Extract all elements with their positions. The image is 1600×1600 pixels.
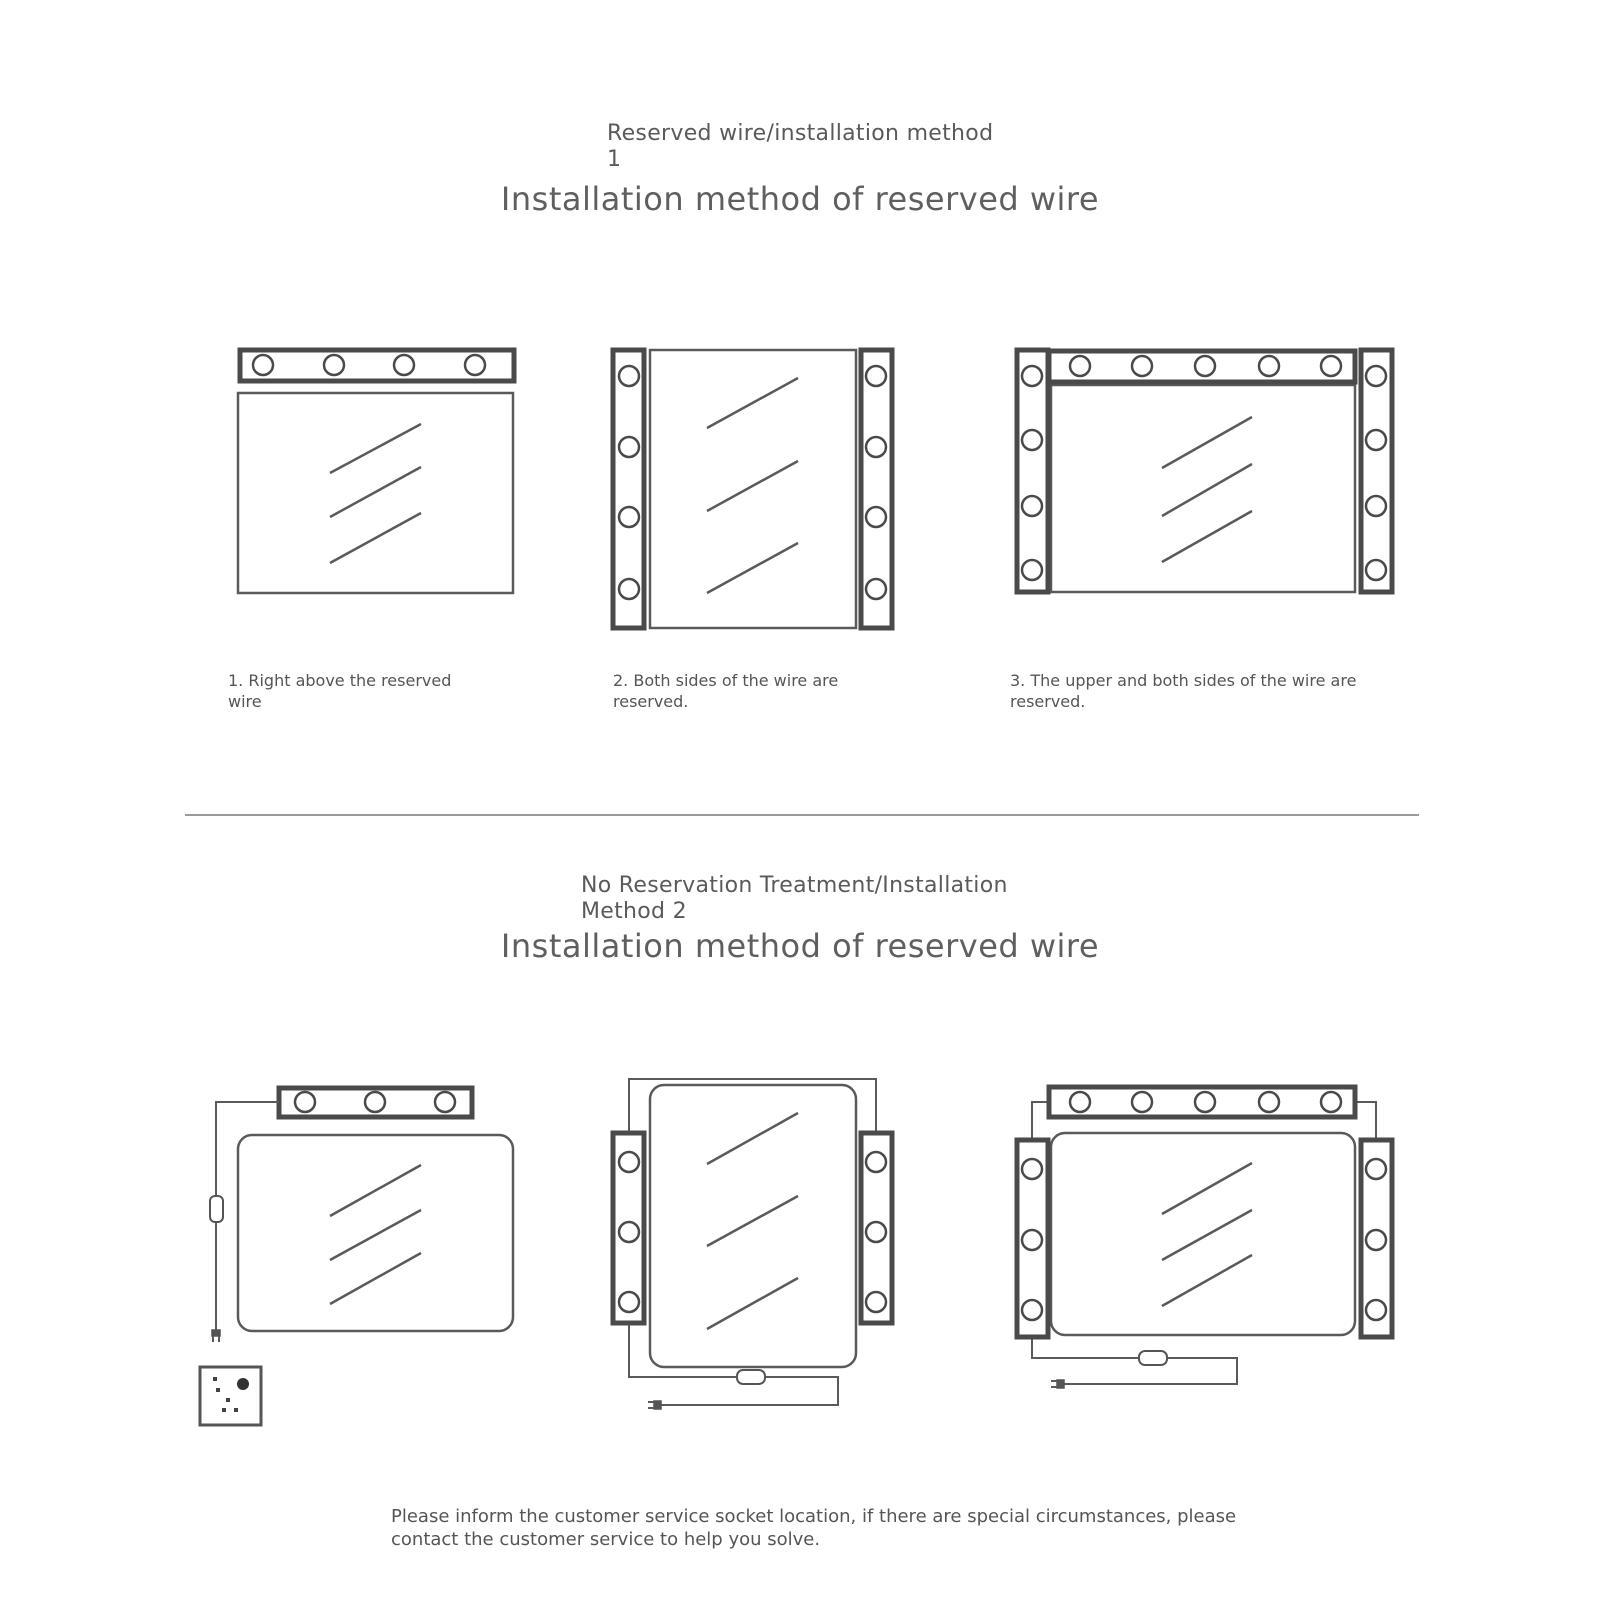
bulb-icon: [1366, 366, 1386, 386]
bulb-icon: [866, 1292, 886, 1312]
bulb-icon: [1366, 496, 1386, 516]
bulb-icon: [1321, 1092, 1341, 1112]
diagram-4-top-light-plug: [200, 1088, 513, 1425]
bulb-icon: [465, 355, 485, 375]
bulb-icon: [1321, 356, 1341, 376]
section1-subtitle-line1: Reserved wire/installation method: [607, 121, 994, 146]
bulb-icon: [1366, 560, 1386, 580]
bulb-icon: [866, 437, 886, 457]
bulb-icon: [1022, 1159, 1042, 1179]
plug-icon: [654, 1401, 661, 1409]
inline-switch-icon: [210, 1196, 223, 1222]
caption-method-1-line2: wire: [228, 692, 262, 711]
inline-switch-icon: [737, 1370, 765, 1384]
bulb-icon: [1132, 356, 1152, 376]
bulb-icon: [324, 355, 344, 375]
footer-note-line1: Please inform the customer service socket location, if there are special circumstances, please: [391, 1506, 1237, 1527]
bulb-icon: [866, 507, 886, 527]
bulb-icon: [619, 1222, 639, 1242]
bulb-icon: [253, 355, 273, 375]
wall-socket-icon: [200, 1367, 261, 1425]
bulb-icon: [1022, 366, 1042, 386]
bulb-icon: [866, 366, 886, 386]
bulb-icon: [619, 579, 639, 599]
bulb-icon: [866, 579, 886, 599]
bulb-icon: [435, 1092, 455, 1112]
bulb-icon: [1195, 356, 1215, 376]
caption-method-1-line1: 1. Right above the reserved: [228, 671, 452, 690]
section2-title: Installation method of reserved wire: [500, 927, 1100, 965]
plug-prongs-icon: [213, 1336, 219, 1342]
bulb-icon: [619, 507, 639, 527]
bulb-icon: [619, 1292, 639, 1312]
bulb-icon: [1132, 1092, 1152, 1112]
diagram-6-top-and-side-lights-wire: [1017, 1087, 1392, 1388]
mirror: [238, 1135, 513, 1331]
diagram-2-side-lights: [613, 350, 892, 628]
section2-subtitle-line1: No Reservation Treatment/Installation: [581, 873, 1008, 898]
bulb-icon: [619, 437, 639, 457]
bulb-icon: [1366, 1159, 1386, 1179]
bulb-icon: [1366, 1230, 1386, 1250]
bulb-icon: [1022, 1300, 1042, 1320]
bulb-icon: [394, 355, 414, 375]
plug-prongs-icon: [648, 1402, 654, 1408]
bulb-icon: [619, 366, 639, 386]
plug-prongs-icon: [1051, 1381, 1057, 1387]
section1-subtitle-line2: 1: [607, 147, 622, 172]
diagram-1-top-light: [238, 350, 514, 593]
diagram-5-side-lights-wire: [613, 1079, 892, 1409]
bulb-icon: [866, 1222, 886, 1242]
section2-subtitle-line2: Method 2: [581, 899, 687, 924]
bulb-icon: [619, 1152, 639, 1172]
inline-switch-icon: [1139, 1351, 1167, 1365]
bulb-icon: [295, 1092, 315, 1112]
footer-note-line2: contact the customer service to help you solve.: [391, 1529, 821, 1550]
caption-method-3-line2: reserved.: [1010, 692, 1086, 711]
bulb-icon: [1070, 356, 1090, 376]
mirror: [650, 1085, 856, 1367]
bulb-icon: [1259, 356, 1279, 376]
mirror: [1051, 1133, 1355, 1335]
bulb-icon: [1366, 1300, 1386, 1320]
mirror: [1051, 385, 1355, 592]
bottom-power-wire: [1032, 1337, 1237, 1384]
diagram-3-top-and-side-lights: [1017, 350, 1392, 592]
section1-title: Installation method of reserved wire: [500, 180, 1100, 218]
caption-method-3-line1: 3. The upper and both sides of the wire are: [1010, 671, 1357, 690]
bulb-icon: [365, 1092, 385, 1112]
bulb-icon: [1366, 430, 1386, 450]
bulb-icon: [1259, 1092, 1279, 1112]
bulb-icon: [1070, 1092, 1090, 1112]
bulb-icon: [1022, 496, 1042, 516]
caption-method-2-line1: 2. Both sides of the wire are: [613, 671, 839, 690]
bulb-icon: [1195, 1092, 1215, 1112]
plug-icon: [1057, 1380, 1064, 1388]
mirror: [650, 350, 856, 628]
bulb-icon: [866, 1152, 886, 1172]
plug-icon: [212, 1330, 220, 1336]
bulb-icon: [1022, 430, 1042, 450]
bulb-icon: [1022, 560, 1042, 580]
bulb-icon: [1022, 1230, 1042, 1250]
caption-method-2-line2: reserved.: [613, 692, 689, 711]
